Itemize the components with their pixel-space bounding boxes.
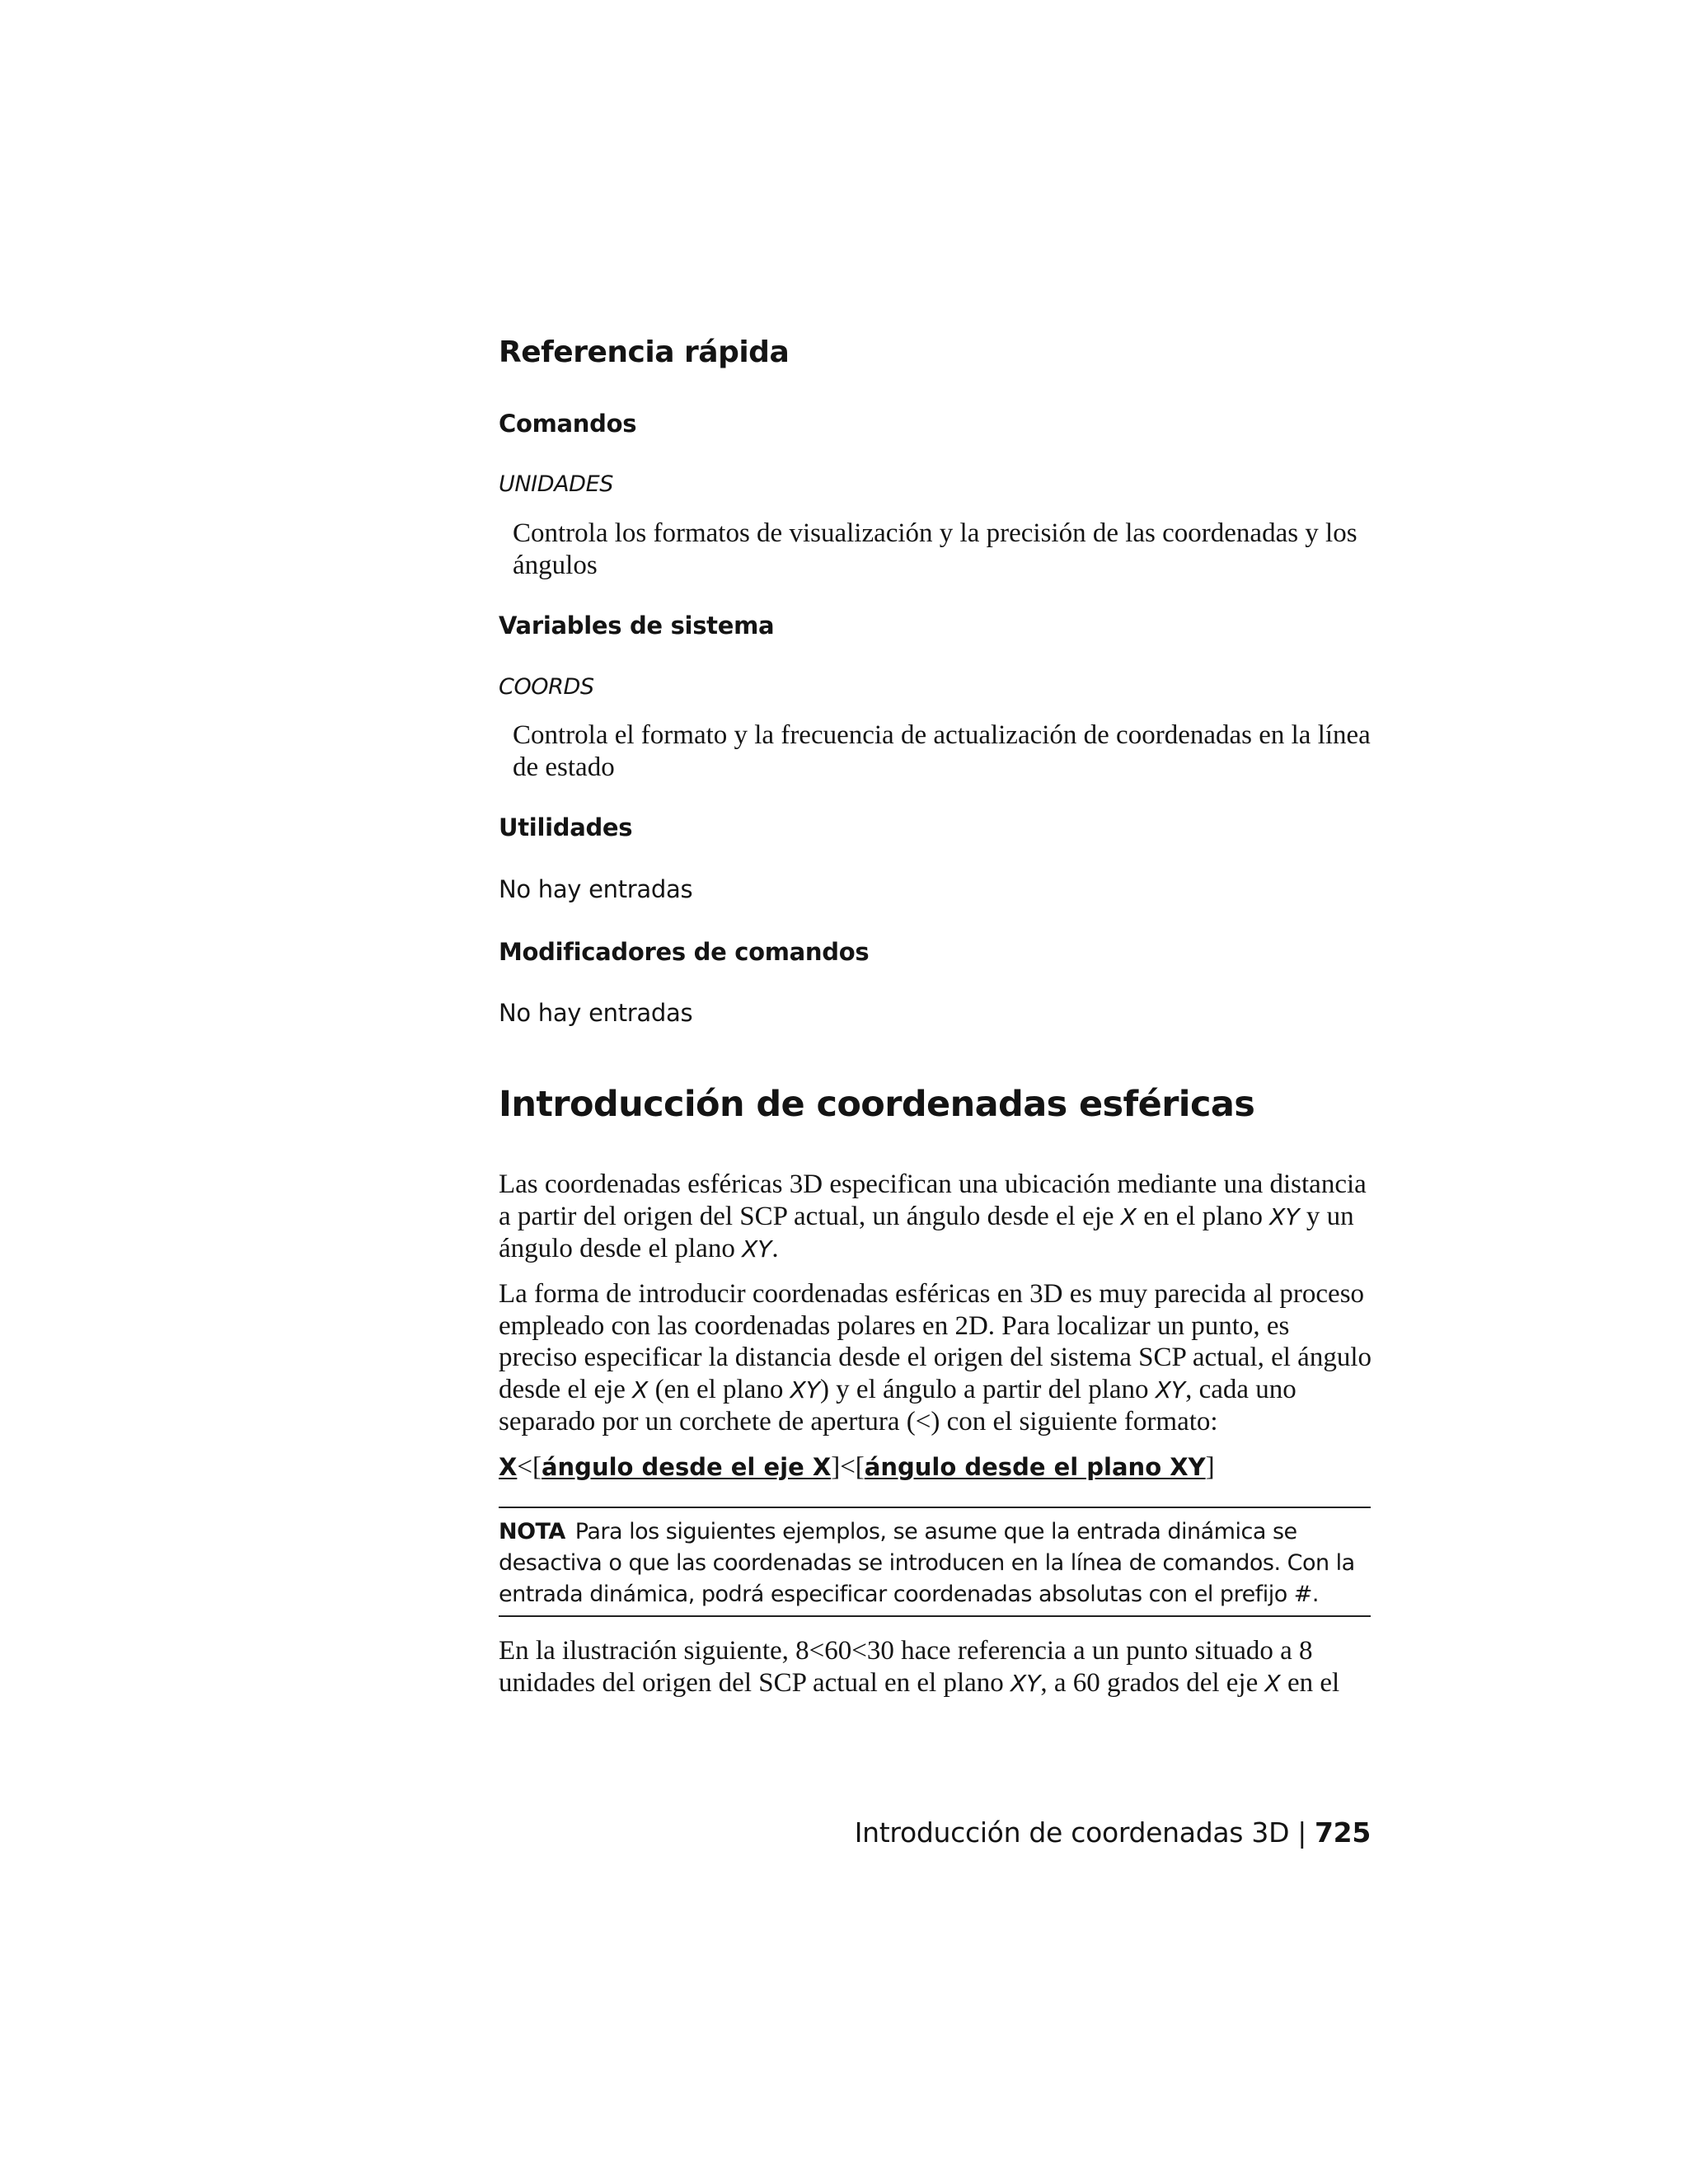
syntax-angle-xy: ángulo desde el plano XY [864,1453,1206,1481]
system-variables-heading: Variables de sistema [499,612,775,640]
command-description: Controla los formatos de visualización y la precisión de las coordenadas y los ángulos [513,518,1357,580]
footer-chapter-title: Introducción de coordenadas 3D [854,1816,1290,1849]
note-label: NOTA [499,1519,565,1544]
syntax-bracket-end: ] [1205,1452,1215,1482]
utilities-heading: Utilidades [499,813,633,841]
p2-text-d: , cada uno separado por un corchete de apertura (<) con el siguiente formato: [499,1374,1296,1436]
p2-plane-xy-2: XY [1155,1376,1186,1404]
p3-text-a: En la ilustración siguiente, 8<60<30 hace referencia a un punto situado a 8 unidades del origen del SCP actual en el plano [499,1636,1313,1698]
paragraph-1 [499,1169,1374,1266]
p3-axis-x: X [1264,1669,1281,1697]
page-footer [855,1816,1371,1849]
note-text-block [499,1516,1371,1610]
p1-axis-x: X [1120,1202,1137,1230]
paragraph-3 [499,1635,1374,1699]
syntax-angle-x: ángulo desde el eje X [541,1453,832,1481]
p3-text-c: en el [1280,1667,1340,1698]
paragraph-2 [499,1278,1374,1438]
syntax-x: X [499,1453,518,1481]
quick-reference-heading: Referencia rápida [499,335,790,369]
p3-plane-xy: XY [1010,1669,1041,1697]
section-title: Introducción de coordenadas esféricas [499,1084,1255,1125]
syntax-format [499,1451,1215,1483]
syntax-bracket-2: ]<[ [831,1452,865,1482]
p1-text-a: Las coordenadas esféricas 3D especifican una ubicación mediante una distancia a partir del origen del SCP actual, un ángulo desde el eje [499,1169,1367,1231]
sysvar-description: Controla el formato y la frecuencia de actualización de coordenadas en la línea de estado [513,720,1371,782]
footer-separator: | [1297,1816,1307,1849]
p2-axis-x: X [632,1376,649,1404]
p1-text-d: . [771,1234,779,1263]
p2-text-c: ) y el ángulo a partir del plano [819,1374,1156,1404]
syntax-bracket-1: <[ [517,1452,542,1482]
p1-plane-xy-2: XY [742,1235,772,1263]
command-modifiers-value: No hay entradas [499,999,693,1027]
utilities-value: No hay entradas [499,875,693,903]
command-modifiers-heading: Modificadores de comandos [499,938,870,966]
sysvar-name: COORDS [499,674,594,700]
page-number: 725 [1315,1816,1371,1849]
p2-text-b: (en el plano [648,1374,790,1404]
p1-text-b: en el plano [1136,1201,1270,1231]
p1-text-c: y un ángulo desde el plano [499,1201,1354,1263]
command-name: UNIDADES [499,471,613,497]
p3-text-b: , a 60 grados del eje [1040,1667,1265,1698]
p1-plane-xy: XY [1269,1202,1300,1230]
p2-text-a: La forma de introducir coordenadas esféricas en 3D es muy parecida al proceso empleado con las coordenadas polares en 2D. Para localizar un punto, es preciso especificar la distancia desde el origen del sistema SCP actual, el ángulo desde el eje [499,1279,1372,1404]
note-box [499,1507,1371,1617]
commands-heading: Comandos [499,410,637,438]
p2-plane-xy: XY [790,1376,820,1404]
note-text: Para los siguientes ejemplos, se asume que la entrada dinámica se desactiva o que las coordenadas se introducen en la línea de comandos. Con la entrada dinámica, podrá especificar coordenadas absolutas con el prefijo #. [499,1519,1355,1607]
